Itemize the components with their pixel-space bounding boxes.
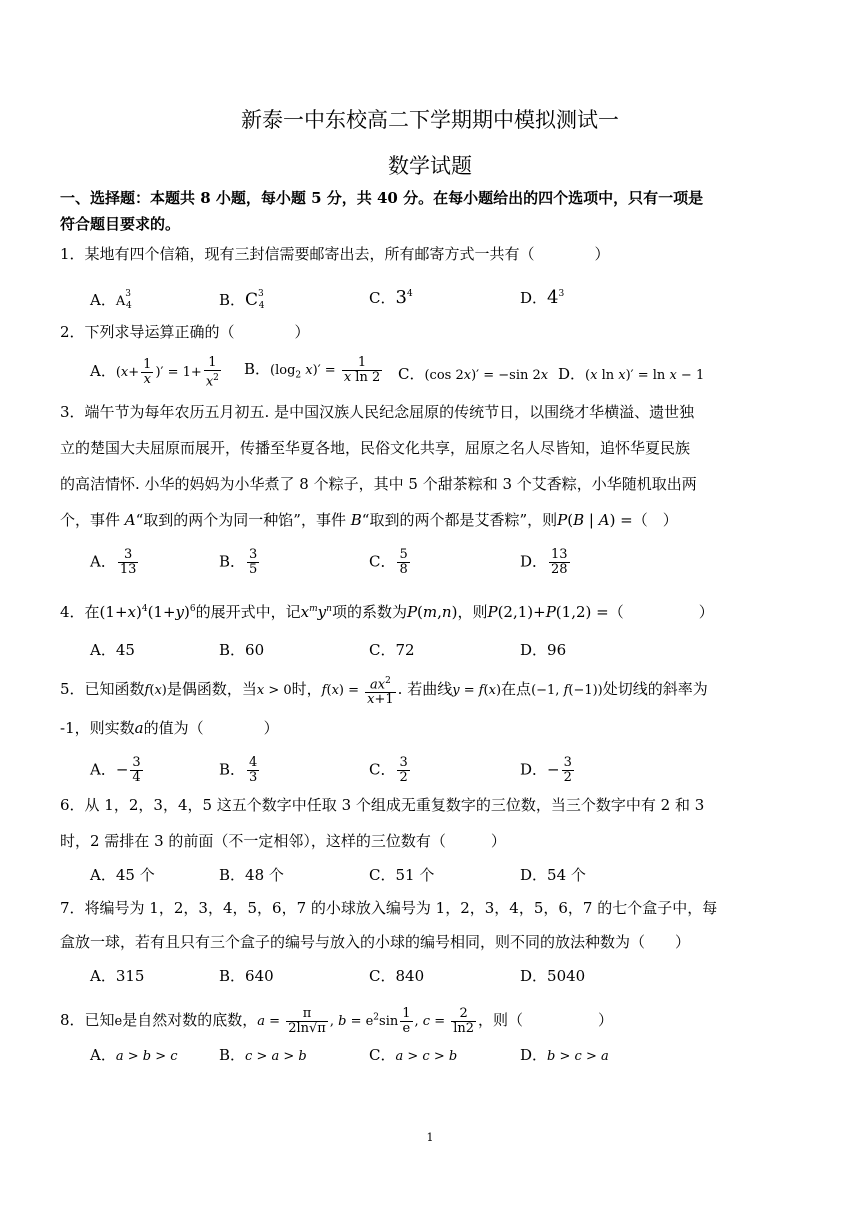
- q4-stem: 4．在$(1+x)^4(1+y)^6$的展开式中，记$x^my^n$项的系数为P(m,n)，则P(2,1)+P(1,2) =（ ）: [60, 603, 714, 621]
- q2-option-b: B．($\log_2$ x)′ = $\frac{1}{\text{x ln 2}}$: [244, 355, 381, 385]
- q2-option-c: C．(cos 2x)′ = −sin 2x: [398, 365, 549, 383]
- q6-line2: 时，2 需排在 3 的前面（不一定相邻），这样的三位数有（ ）: [60, 832, 506, 850]
- q3-line4: 个，事件 A“取到的两个为同一种馅”，事件 B“取到的两个都是艾香粽”，则P(B | A) =（ ）: [60, 511, 678, 529]
- q6-line1: 6．从 1，2，3，4，5 这五个数字中任取 3 个组成无重复数字的三位数，当三个数字中有 2 和 3: [60, 796, 705, 814]
- q7-option-d: D．5040: [520, 967, 586, 985]
- q7-line2: 盒放一球，若有且只有三个盒子的编号与放入的小球的编号相同，则不同的放法种数为（ ）: [60, 933, 691, 951]
- q8-stem: 8．已知e是自然对数的底数，a = $\frac{\pi}{2\ln√\pi}$ , $b = e^2\sin$ $\frac{1}{e}$ , c = $\frac{2}{\ln 2}$ ，则（ ）: [60, 1006, 614, 1036]
- q1-option-b: B．$C^3_4$: [219, 289, 265, 311]
- q5-stem: 5．已知函数f(x)是偶函数，当x > 0时，f(x) = $\frac{ax^2}{x+1}$ . 若曲线y = f(x)在点(−1, f(−1))处切线的斜率为: [60, 676, 708, 708]
- q5-option-d: D．− $\frac{3}{2}$: [520, 755, 572, 785]
- page-number: 1: [426, 1131, 434, 1144]
- q2-stem: 2．下列求导运算正确的（ ）: [60, 323, 310, 341]
- q6-option-b: B．48 个: [219, 866, 284, 884]
- q7-option-b: B．640: [219, 967, 274, 985]
- q5-option-c: C． $\frac{3}{2}$: [369, 755, 408, 785]
- q7-option-c: C．840: [369, 967, 425, 985]
- q8-option-d: D．b > c > a: [520, 1046, 609, 1064]
- q8-option-b: B．c > a > b: [219, 1046, 307, 1064]
- q4-option-c: C．72: [369, 641, 415, 659]
- q2-option-a: A．(x+ $\frac{1}{x}$ )′ = 1+ $\frac{1}{x^2}$: [90, 355, 219, 390]
- q3-line1: 3．端午节为每年农历五月初五. 是中国汉族人民纪念屈原的传统节日，以围绕才华横溢、遗世独: [60, 403, 695, 421]
- q7-line1: 7．将编号为 1，2，3，4，5，6，7 的小球放入编号为 1，2，3，4，5，6，7 的七个盒子中，每: [60, 899, 718, 917]
- page-subtitle: 数学试题: [388, 154, 472, 178]
- q3-line2: 立的楚国大夫屈原而展开，传播至华夏各地，民俗文化共享，屈原之名人尽皆知，追怀华夏民族: [60, 439, 691, 457]
- q1-option-a: A．$A^3_4$: [90, 289, 132, 311]
- q6-option-d: D．54 个: [520, 866, 586, 884]
- q1-option-d: D．$4^3$: [520, 287, 565, 308]
- q3-option-b: B． $\frac{3}{5}$: [219, 547, 258, 577]
- q8-option-c: C．a > c > b: [369, 1046, 458, 1064]
- q2-option-d: D．(x ln x)′ = ln x − 1: [558, 365, 705, 383]
- section-heading-line1: 一、选择题：本题共 8 小题，每小题 5 分，共 40 分。在每小题给出的四个选项中，只有一项是: [60, 189, 704, 207]
- q7-option-a: A．315: [90, 967, 145, 985]
- q5-option-a: A．− $\frac{3}{4}$: [90, 755, 141, 785]
- page-title: 新泰一中东校高二下学期期中模拟测试一: [241, 108, 619, 132]
- q8-option-a: A．a > b > c: [90, 1046, 178, 1064]
- q1-option-c: C．$3^4$: [369, 287, 413, 308]
- q6-option-c: C．51 个: [369, 866, 435, 884]
- q5-line2: -1，则实数a的值为（ ）: [60, 719, 279, 737]
- q3-option-a: A． $\frac{3}{13}$: [90, 547, 137, 577]
- q4-option-d: D．96: [520, 641, 567, 659]
- q4-option-b: B．60: [219, 641, 265, 659]
- q4-option-a: A．45: [90, 641, 135, 659]
- q3-option-c: C． $\frac{5}{8}$: [369, 547, 408, 577]
- q1-stem: 1．某地有四个信箱，现有三封信需要邮寄出去，所有邮寄方式一共有（ ）: [60, 245, 610, 263]
- q5-option-b: B． $\frac{4}{3}$: [219, 755, 258, 785]
- section-heading-line2: 符合题目要求的。: [60, 215, 181, 233]
- q3-option-d: D． $\frac{13}{28}$: [520, 547, 568, 577]
- q6-option-a: A．45 个: [90, 866, 155, 884]
- q3-line3: 的高洁情怀. 小华的妈妈为小华煮了 8 个粽子，其中 5 个甜茶粽和 3 个艾香粽，小华随机取出两: [60, 475, 697, 493]
